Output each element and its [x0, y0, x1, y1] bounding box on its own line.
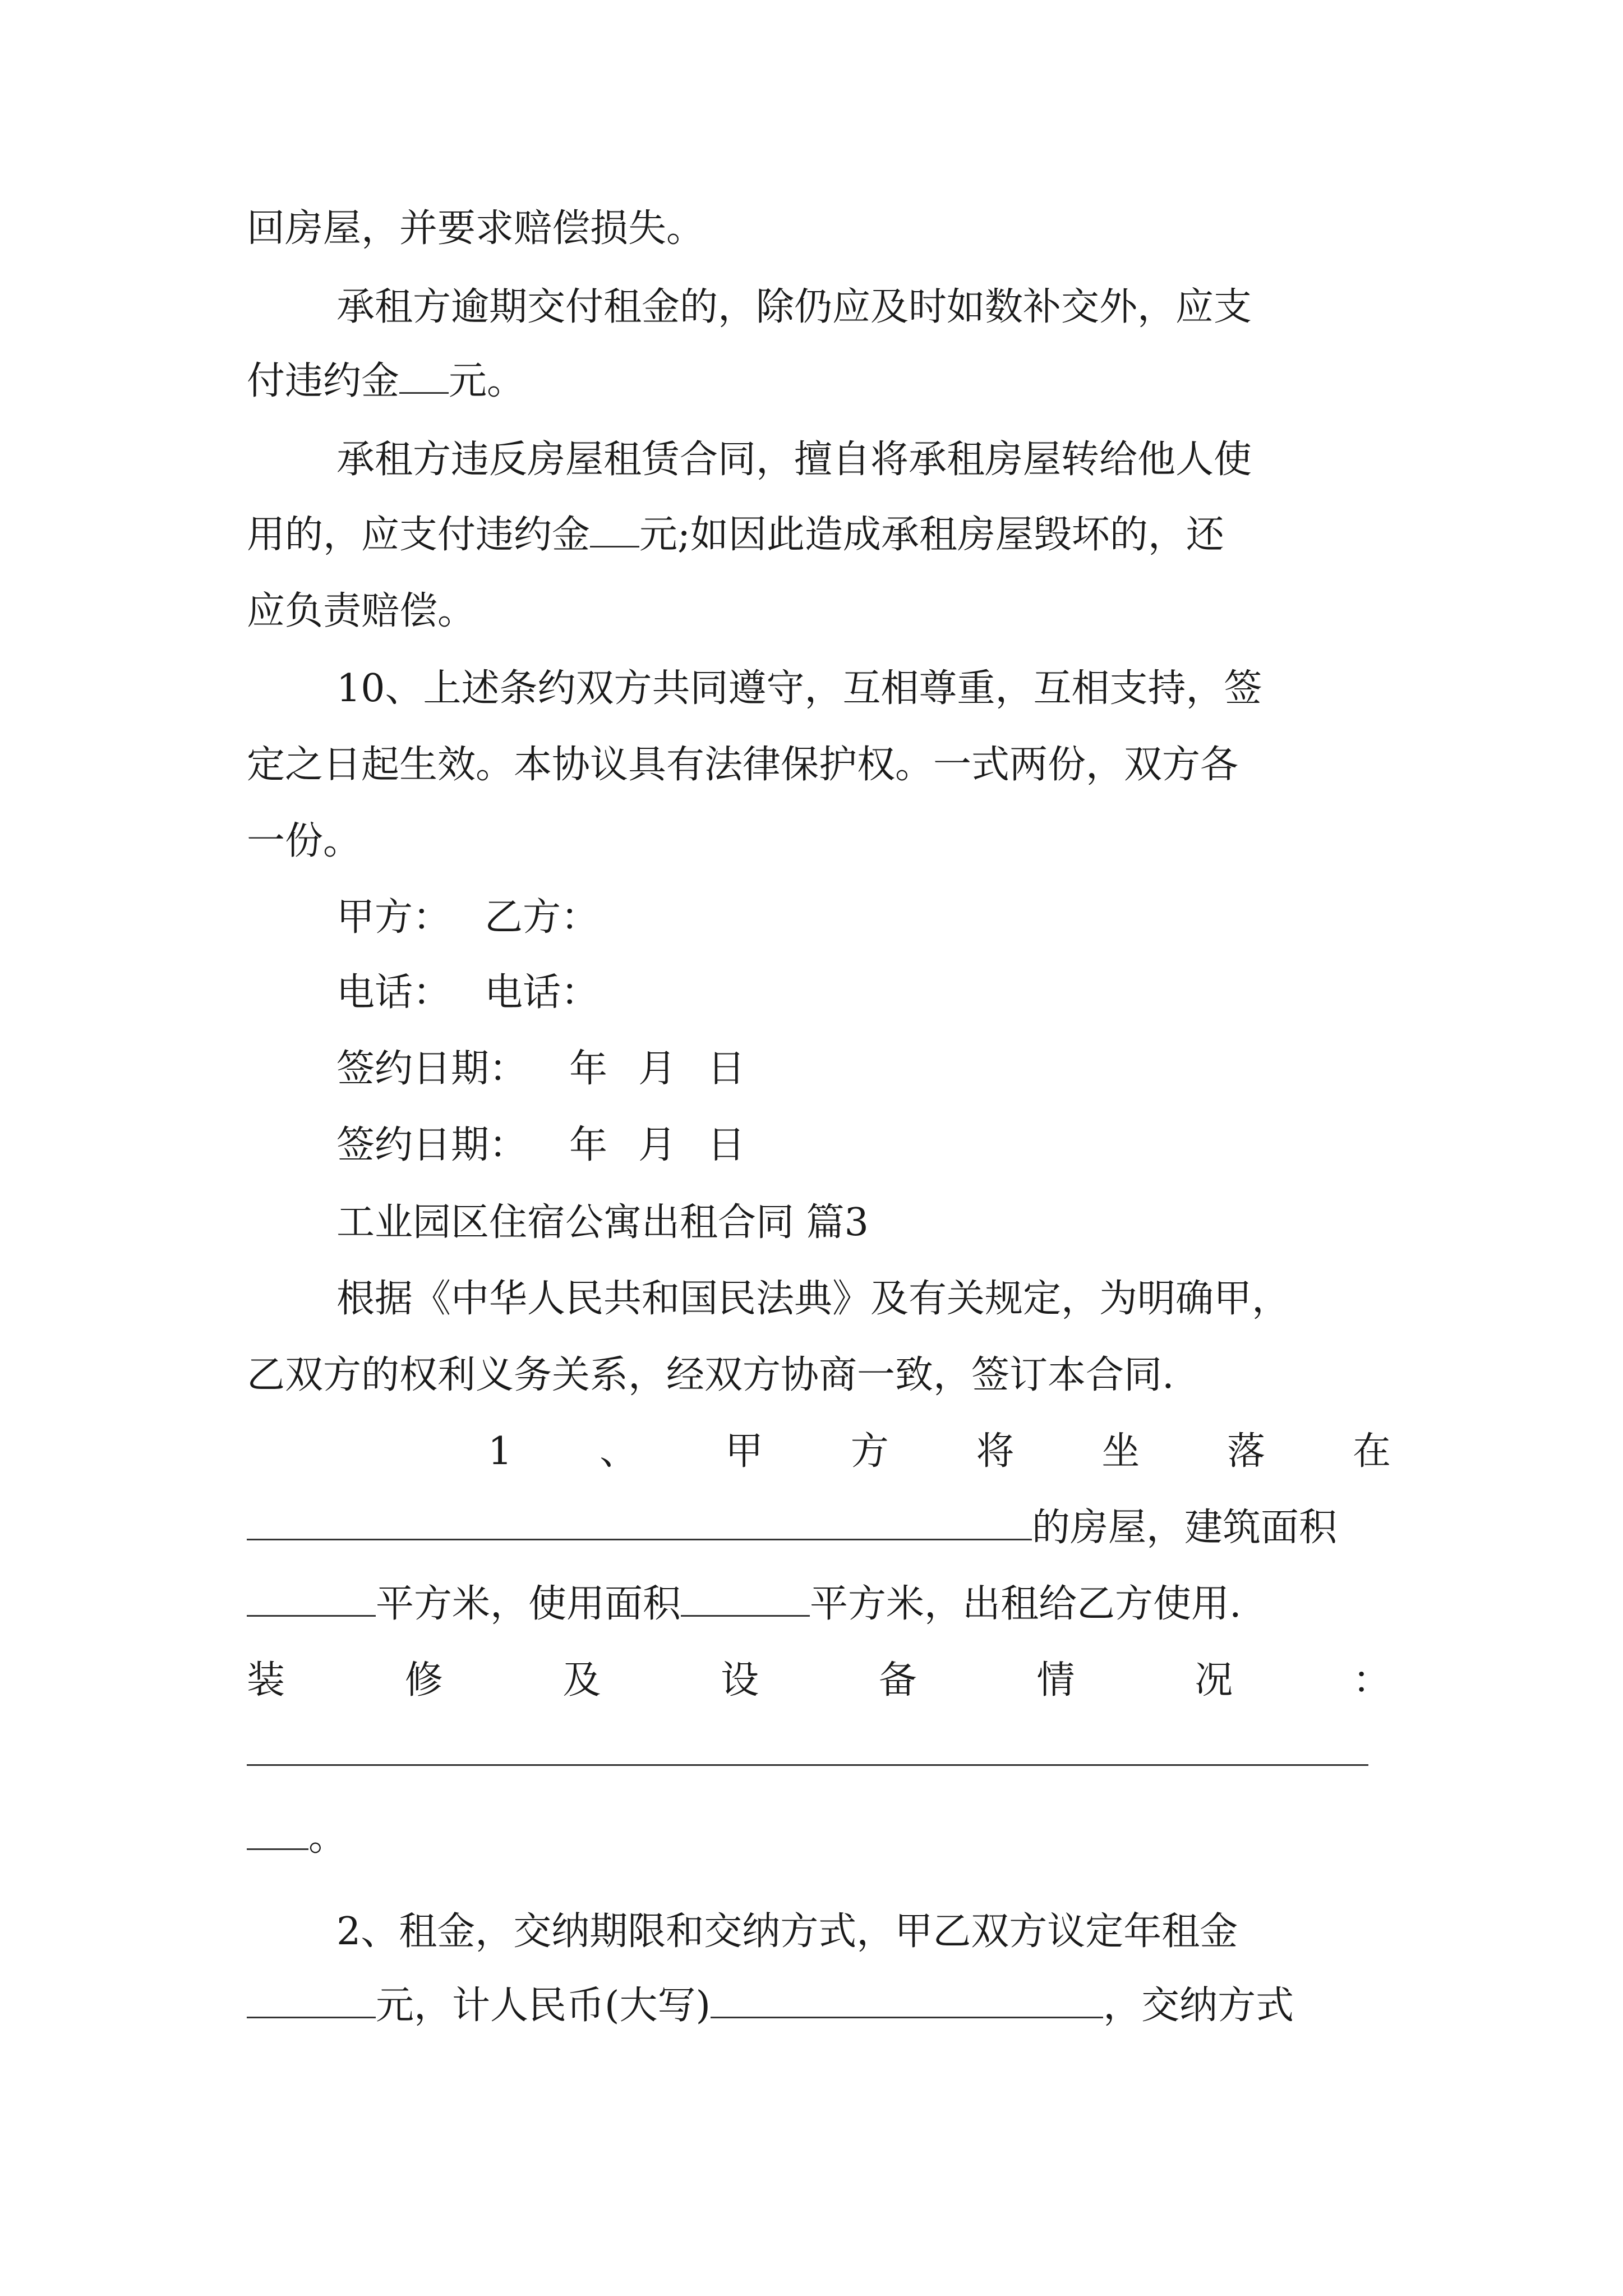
phone-label: 电话： — [336, 970, 451, 1015]
text-line — [247, 1984, 1391, 2028]
fill-blank — [247, 1985, 376, 2018]
sign-date-line — [336, 1123, 1391, 1168]
text-line — [247, 1815, 1391, 1860]
paragraph-basis: 根据《中华人民共和国民法典》及有关规定，为明确甲， — [336, 1277, 1290, 1321]
spread-char: 落 — [1227, 1429, 1266, 1474]
spread-char: 设 — [721, 1658, 759, 1703]
fill-blank — [247, 1584, 376, 1617]
fill-blank — [247, 1507, 1032, 1540]
fill-blank — [711, 1985, 1103, 2018]
day-label: 日 — [707, 1123, 746, 1167]
day-label: 日 — [707, 1047, 746, 1091]
spread-char: ： — [1352, 1658, 1391, 1703]
clause-10: 10、上述条约双方共同遵守，互相尊重，互相支持，签 — [336, 666, 1262, 711]
paragraph-late-payment: 承租方逾期交付租金的，除仍应及时如数补交外，应支 — [336, 285, 1252, 329]
sign-date-line — [336, 1047, 1391, 1092]
spread-char: 甲 — [725, 1429, 763, 1474]
text-fragment: 元;如因此造成承租房屋毁坏的，还 — [639, 513, 1224, 557]
month-label: 月 — [638, 1047, 677, 1091]
text-line: 乙双方的权利义务关系，经双方协商一致，签订本合同. — [247, 1353, 1174, 1397]
month-label: 月 — [638, 1123, 677, 1167]
fill-blank — [247, 1817, 308, 1850]
spread-char: 将 — [976, 1429, 1015, 1474]
text-fragment: 平方米，使用面积 — [376, 1582, 681, 1626]
text-line: 定之日起生效。本协议具有法律保护权。一式两份，双方各 — [247, 743, 1239, 787]
text-line: 一份。 — [247, 819, 362, 863]
text-fragment: 。 — [308, 1815, 347, 1860]
spread-char: 、 — [600, 1429, 638, 1474]
sign-date-label: 签约日期： — [336, 1047, 528, 1091]
spread-char: 装 — [247, 1658, 285, 1703]
fill-rule — [247, 1764, 1368, 1766]
fill-blank — [399, 361, 449, 394]
spread-char: 在 — [1352, 1429, 1391, 1474]
spread-char: 情 — [1036, 1658, 1075, 1703]
text-line: 回房屋，并要求赔偿损失。 — [247, 206, 705, 251]
text-fragment: 元，计人民币(大写) — [376, 1984, 711, 2028]
text-fragment: ，交纳方式 — [1103, 1984, 1294, 2028]
phone-label: 电话： — [485, 970, 600, 1015]
party-b-label: 乙方： — [485, 895, 600, 940]
text-fragment: 元。 — [449, 359, 525, 403]
text-fragment: 的房屋，建筑面积 — [1032, 1506, 1338, 1550]
text-fragment: 付违约金 — [247, 359, 400, 403]
spread-char: 1 — [488, 1429, 513, 1474]
year-label: 年 — [569, 1047, 608, 1091]
sign-date-label: 签约日期： — [336, 1123, 528, 1167]
spread-char: 备 — [878, 1658, 917, 1703]
paragraph-sublease: 承租方违反房屋租赁合同，擅自将承租房屋转给他人使 — [336, 438, 1252, 482]
decoration-spread — [247, 1658, 1391, 1703]
text-line — [247, 1506, 1391, 1550]
text-fragment: 用的，应支付违约金 — [247, 513, 591, 557]
text-line — [247, 359, 1391, 404]
phone-line — [336, 970, 1391, 1015]
spread-char: 况 — [1195, 1658, 1233, 1703]
spread-char: 修 — [404, 1658, 443, 1703]
text-fragment: 平方米，出租给乙方使用. — [810, 1582, 1242, 1626]
spread-char: 坐 — [1101, 1429, 1140, 1474]
fill-blank — [590, 514, 639, 547]
clause-1-spread — [488, 1429, 1391, 1474]
text-line — [247, 1582, 1391, 1627]
section-title: 工业园区住宿公寓出租合同 篇3 — [336, 1200, 869, 1245]
text-line — [247, 513, 1391, 558]
fill-blank — [681, 1584, 810, 1617]
party-a-label: 甲方： — [336, 895, 451, 940]
clause-2: 2、租金，交纳期限和交纳方式，甲乙双方议定年租金 — [336, 1910, 1238, 1954]
spread-char: 方 — [850, 1429, 889, 1474]
text-line: 应负责赔偿。 — [247, 589, 476, 633]
party-line — [336, 895, 1391, 940]
spread-char: 及 — [562, 1658, 601, 1703]
year-label: 年 — [569, 1123, 608, 1167]
